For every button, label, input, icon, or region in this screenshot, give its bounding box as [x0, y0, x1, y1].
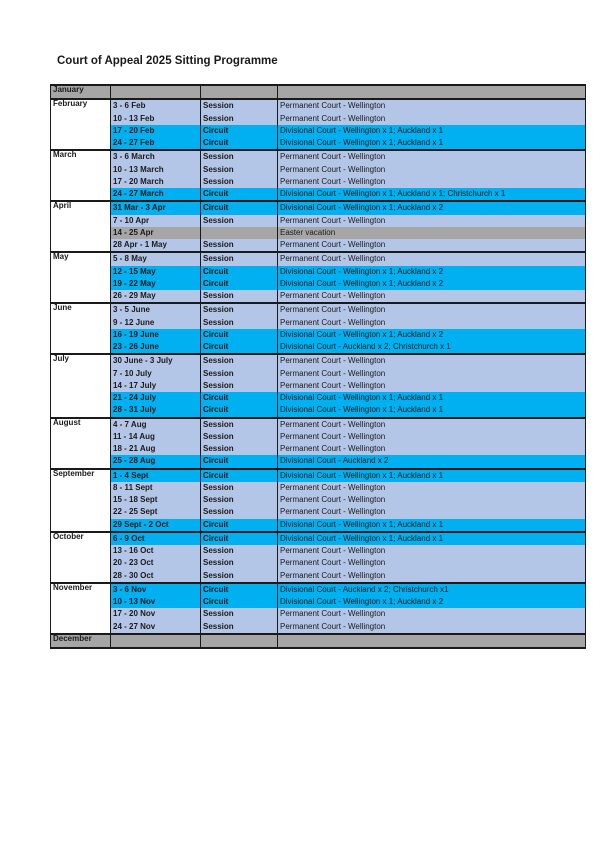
month-name: May: [51, 252, 111, 303]
dates-cell: 8 - 11 Sept: [111, 482, 201, 494]
type-cell: Session: [201, 303, 278, 316]
notes-cell: Divisional Court - Wellington x 1; Auckland x 1: [278, 125, 586, 137]
sitting-row: [51, 557, 586, 569]
notes-cell: Permanent Court - Wellington: [278, 252, 586, 265]
sitting-row: [51, 482, 586, 494]
dates-cell: 29 Sept - 2 Oct: [111, 519, 201, 532]
type-cell: [201, 634, 278, 648]
type-cell: [201, 227, 278, 239]
dates-cell: 28 - 31 July: [111, 404, 201, 417]
notes-cell: [278, 634, 586, 648]
dates-cell: 3 - 6 Nov: [111, 583, 201, 596]
type-cell: Session: [201, 176, 278, 188]
sitting-row: [51, 380, 586, 392]
notes-cell: Permanent Court - Wellington: [278, 176, 586, 188]
type-cell: Session: [201, 431, 278, 443]
sitting-row: [51, 443, 586, 455]
type-cell: Session: [201, 545, 278, 557]
notes-cell: Divisional Court - Wellington x 1; Auckland x 2: [278, 266, 586, 278]
type-cell: Circuit: [201, 125, 278, 137]
notes-cell: Divisional Court - Wellington x 1; Auckland x 2: [278, 329, 586, 341]
notes-cell: Permanent Court - Wellington: [278, 443, 586, 455]
notes-cell: Divisional Court - Wellington x 1; Auckland x 1: [278, 404, 586, 417]
notes-cell: Permanent Court - Wellington: [278, 557, 586, 569]
dates-cell: 21 - 24 July: [111, 392, 201, 404]
notes-cell: Permanent Court - Wellington: [278, 570, 586, 583]
notes-cell: Divisional Court - Wellington x 1; Auckland x 1: [278, 137, 586, 150]
notes-cell: Permanent Court - Wellington: [278, 215, 586, 227]
notes-cell: [278, 85, 586, 99]
sitting-row: [51, 329, 586, 341]
notes-cell: Divisional Court - Wellington x 1; Auckland x 1; Christchurch x 1: [278, 188, 586, 201]
month-name: December: [51, 634, 111, 648]
notes-cell: Divisional Court - Wellington x 1; Auckland x 1: [278, 392, 586, 404]
notes-cell: Divisional Court - Wellington x 1; Auckland x 2: [278, 596, 586, 608]
sitting-row: [51, 621, 586, 634]
notes-cell: Divisional Court - Wellington x 1; Auckland x 1: [278, 469, 586, 482]
sitting-row: [51, 125, 586, 137]
notes-cell: Permanent Court - Wellington: [278, 494, 586, 506]
sitting-row: [51, 519, 586, 532]
month-name: November: [51, 583, 111, 634]
dates-cell: 11 - 14 Aug: [111, 431, 201, 443]
notes-cell: Divisional Court - Auckland x 2; Christchurch x1: [278, 583, 586, 596]
type-cell: Circuit: [201, 519, 278, 532]
type-cell: Session: [201, 506, 278, 518]
notes-cell: Divisional Court - Wellington x 1; Auckland x 1: [278, 519, 586, 532]
notes-cell: Permanent Court - Wellington: [278, 608, 586, 620]
dates-cell: 10 - 13 Feb: [111, 113, 201, 125]
dates-cell: 31 Mar - 3 Apr: [111, 201, 201, 214]
month-name: January: [51, 85, 111, 99]
sitting-row: [51, 506, 586, 518]
sitting-row: [51, 164, 586, 176]
dates-cell: 16 - 19 June: [111, 329, 201, 341]
sitting-programme-table: [50, 84, 586, 649]
notes-cell: Divisional Court - Wellington x 1; Auckland x 2: [278, 201, 586, 214]
sitting-row: [51, 418, 586, 431]
sitting-row: [51, 303, 586, 316]
dates-cell: 15 - 18 Sept: [111, 494, 201, 506]
type-cell: Circuit: [201, 596, 278, 608]
type-cell: Session: [201, 354, 278, 367]
notes-cell: Permanent Court - Wellington: [278, 239, 586, 252]
dates-cell: 7 - 10 July: [111, 368, 201, 380]
notes-cell: Permanent Court - Wellington: [278, 113, 586, 125]
sitting-row: [51, 608, 586, 620]
dates-cell: 28 - 30 Oct: [111, 570, 201, 583]
type-cell: Session: [201, 443, 278, 455]
dates-cell: 3 - 6 March: [111, 150, 201, 163]
sitting-row: [51, 368, 586, 380]
sitting-row: [51, 341, 586, 354]
dates-cell: 25 - 28 Aug: [111, 455, 201, 468]
dates-cell: 19 - 22 May: [111, 278, 201, 290]
month-name: June: [51, 303, 111, 354]
notes-cell: Permanent Court - Wellington: [278, 545, 586, 557]
notes-cell: Permanent Court - Wellington: [278, 150, 586, 163]
dates-cell: 5 - 8 May: [111, 252, 201, 265]
sitting-row: [51, 252, 586, 265]
sitting-row: [51, 583, 586, 596]
notes-cell: Permanent Court - Wellington: [278, 506, 586, 518]
sitting-row: [51, 99, 586, 112]
dates-cell: 10 - 13 Nov: [111, 596, 201, 608]
dates-cell: 7 - 10 Apr: [111, 215, 201, 227]
type-cell: Session: [201, 215, 278, 227]
sitting-row: [51, 431, 586, 443]
dates-cell: 9 - 12 June: [111, 317, 201, 329]
schedule-body: [51, 85, 586, 648]
dates-cell: 22 - 25 Sept: [111, 506, 201, 518]
type-cell: Circuit: [201, 583, 278, 596]
type-cell: Circuit: [201, 392, 278, 404]
type-cell: Session: [201, 290, 278, 303]
notes-cell: Divisional Court - Wellington x 1; Auckland x 1: [278, 532, 586, 545]
notes-cell: Permanent Court - Wellington: [278, 317, 586, 329]
notes-cell: Divisional Court - Wellington x 1; Auckland x 2: [278, 278, 586, 290]
month-name: April: [51, 201, 111, 252]
month-name: October: [51, 532, 111, 583]
month-name: July: [51, 354, 111, 417]
sitting-row: [51, 215, 586, 227]
notes-cell: Permanent Court - Wellington: [278, 418, 586, 431]
dates-cell: 12 - 15 May: [111, 266, 201, 278]
sitting-row: [51, 227, 586, 239]
type-cell: Circuit: [201, 278, 278, 290]
type-cell: Session: [201, 368, 278, 380]
notes-cell: Permanent Court - Wellington: [278, 621, 586, 634]
type-cell: Session: [201, 150, 278, 163]
type-cell: Circuit: [201, 188, 278, 201]
sitting-row: [51, 176, 586, 188]
sitting-row: [51, 545, 586, 557]
sitting-row: [51, 290, 586, 303]
type-cell: Circuit: [201, 329, 278, 341]
sitting-row: [51, 113, 586, 125]
sitting-row: [51, 278, 586, 290]
type-cell: Session: [201, 482, 278, 494]
dates-cell: [111, 85, 201, 99]
type-cell: Session: [201, 317, 278, 329]
notes-cell: Permanent Court - Wellington: [278, 354, 586, 367]
sitting-row: [51, 494, 586, 506]
type-cell: Session: [201, 99, 278, 112]
sitting-row: [51, 239, 586, 252]
notes-cell: Permanent Court - Wellington: [278, 368, 586, 380]
month-name: March: [51, 150, 111, 201]
sitting-row: [51, 570, 586, 583]
notes-cell: Divisional Court - Auckland x 2; Christchurch x 1: [278, 341, 586, 354]
dates-cell: 1 - 4 Sept: [111, 469, 201, 482]
dates-cell: 14 - 25 Apr: [111, 227, 201, 239]
type-cell: Session: [201, 113, 278, 125]
dates-cell: 3 - 5 June: [111, 303, 201, 316]
notes-cell: Permanent Court - Wellington: [278, 99, 586, 112]
dates-cell: 3 - 6 Feb: [111, 99, 201, 112]
month-row-empty: [51, 85, 586, 99]
type-cell: Circuit: [201, 469, 278, 482]
notes-cell: Permanent Court - Wellington: [278, 380, 586, 392]
type-cell: Circuit: [201, 137, 278, 150]
type-cell: Session: [201, 570, 278, 583]
dates-cell: 4 - 7 Aug: [111, 418, 201, 431]
type-cell: Session: [201, 252, 278, 265]
notes-cell: Permanent Court - Wellington: [278, 482, 586, 494]
dates-cell: 10 - 13 March: [111, 164, 201, 176]
page-title: Court of Appeal 2025 Sitting Programme: [57, 55, 278, 67]
type-cell: Session: [201, 418, 278, 431]
sitting-row: [51, 201, 586, 214]
type-cell: Session: [201, 239, 278, 252]
type-cell: Session: [201, 557, 278, 569]
dates-cell: 26 - 29 May: [111, 290, 201, 303]
notes-cell: Divisional Court - Auckland x 2: [278, 455, 586, 468]
dates-cell: 17 - 20 Nov: [111, 608, 201, 620]
dates-cell: 30 June - 3 July: [111, 354, 201, 367]
dates-cell: 24 - 27 March: [111, 188, 201, 201]
dates-cell: 17 - 20 March: [111, 176, 201, 188]
sitting-row: [51, 532, 586, 545]
type-cell: Circuit: [201, 404, 278, 417]
sitting-row: [51, 455, 586, 468]
type-cell: Session: [201, 380, 278, 392]
type-cell: Circuit: [201, 532, 278, 545]
type-cell: Circuit: [201, 201, 278, 214]
type-cell: Session: [201, 608, 278, 620]
dates-cell: 13 - 16 Oct: [111, 545, 201, 557]
dates-cell: 6 - 9 Oct: [111, 532, 201, 545]
sitting-row: [51, 137, 586, 150]
notes-cell: Easter vacation: [278, 227, 586, 239]
month-name: September: [51, 469, 111, 532]
dates-cell: 20 - 23 Oct: [111, 557, 201, 569]
sitting-row: [51, 354, 586, 367]
dates-cell: 24 - 27 Nov: [111, 621, 201, 634]
sitting-row: [51, 469, 586, 482]
type-cell: Circuit: [201, 341, 278, 354]
notes-cell: Permanent Court - Wellington: [278, 303, 586, 316]
type-cell: Circuit: [201, 266, 278, 278]
type-cell: Session: [201, 164, 278, 176]
type-cell: Session: [201, 494, 278, 506]
type-cell: [201, 85, 278, 99]
notes-cell: Permanent Court - Wellington: [278, 290, 586, 303]
sitting-row: [51, 188, 586, 201]
month-row-empty: [51, 634, 586, 648]
type-cell: Session: [201, 621, 278, 634]
sitting-row: [51, 150, 586, 163]
sitting-row: [51, 392, 586, 404]
dates-cell: 18 - 21 Aug: [111, 443, 201, 455]
notes-cell: Permanent Court - Wellington: [278, 164, 586, 176]
dates-cell: 24 - 27 Feb: [111, 137, 201, 150]
sitting-row: [51, 404, 586, 417]
sitting-row: [51, 596, 586, 608]
sitting-row: [51, 266, 586, 278]
month-name: August: [51, 418, 111, 469]
type-cell: Circuit: [201, 455, 278, 468]
dates-cell: [111, 634, 201, 648]
dates-cell: 17 - 20 Feb: [111, 125, 201, 137]
dates-cell: 23 - 26 June: [111, 341, 201, 354]
month-name: February: [51, 99, 111, 150]
sitting-row: [51, 317, 586, 329]
dates-cell: 28 Apr - 1 May: [111, 239, 201, 252]
dates-cell: 14 - 17 July: [111, 380, 201, 392]
notes-cell: Permanent Court - Wellington: [278, 431, 586, 443]
